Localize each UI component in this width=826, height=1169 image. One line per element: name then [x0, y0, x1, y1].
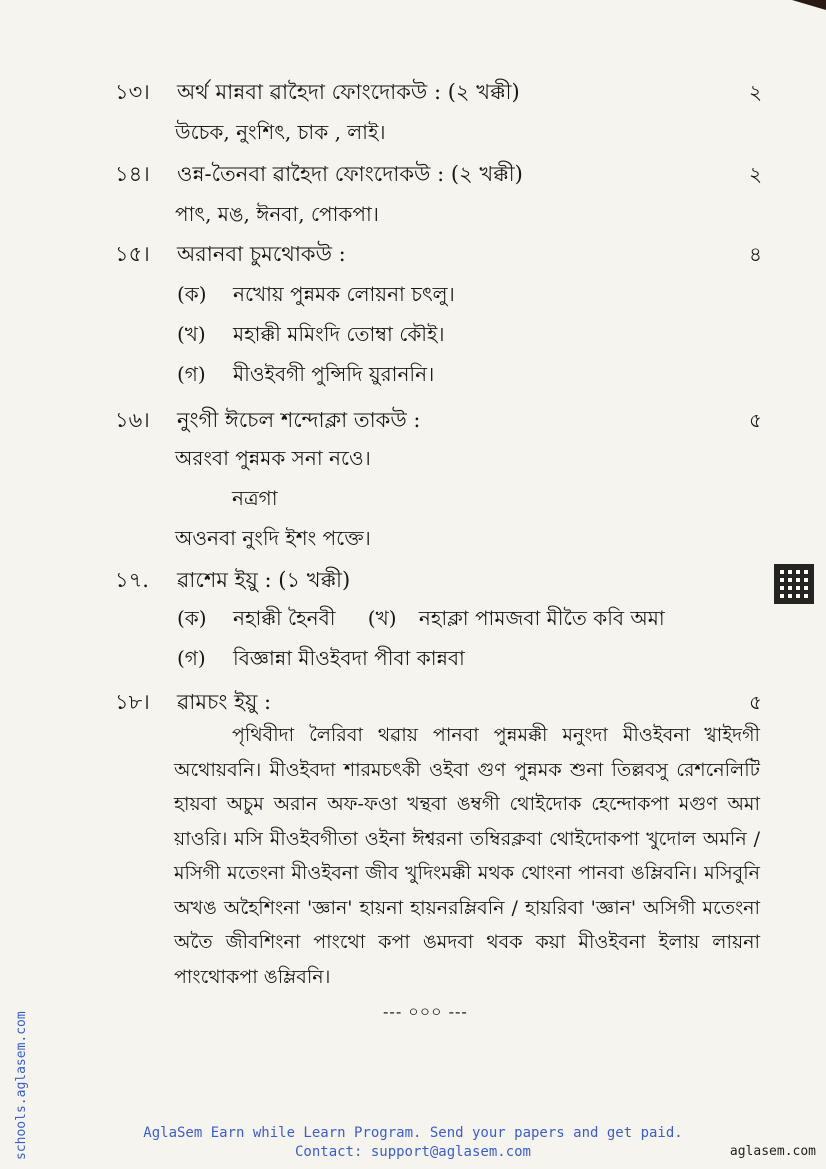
question-marks: ৫ — [749, 690, 762, 714]
site-watermark[interactable]: aglasem.com — [729, 1144, 816, 1159]
question-number: ১৩। — [115, 80, 150, 104]
sub-label: (ক) — [177, 282, 207, 306]
sub-question — [177, 280, 455, 313]
qr-code — [774, 564, 814, 604]
question-15 — [115, 238, 346, 273]
sub-text: নহাক্কী হৈনবী — [233, 606, 336, 630]
question-marks: ৫ — [749, 408, 762, 432]
sub-text: বিজ্ঞান্না মীওইবদা পীবা কান্নবা — [233, 646, 465, 670]
question-title: ওন্ন-তৈনবা ৱাহৈদা ফোংদোকউ : (২ খক্কী) — [177, 162, 523, 186]
question-18 — [115, 686, 271, 721]
question-number: ১৮। — [115, 690, 150, 714]
question-number: ১৬। — [115, 408, 150, 432]
question-marks: ২ — [748, 80, 762, 104]
question-marks: ২ — [748, 162, 762, 186]
question-title: অরানবা চুমথোকউ : — [177, 242, 346, 266]
sub-label: (গ) — [177, 646, 206, 670]
sub-text: নহাক্লা পামজবা মীতৈ কবি অমা — [418, 606, 665, 630]
question-number: ১৪। — [115, 162, 150, 186]
sub-text: মহাক্কী মমিংদি তোম্বা কৌই। — [233, 322, 445, 346]
question-14 — [115, 158, 523, 193]
sentence-1: অরংবা পুন্নমক সনা নওে। — [175, 446, 371, 470]
question-title: অর্থ মান্নবা ৱাহৈদা ফোংদোকউ : (২ খক্কী) — [177, 80, 520, 104]
question-17 — [115, 564, 350, 599]
sub-text: মীওইবগী পুন্সিদি য়ুরাননি। — [233, 362, 435, 386]
side-watermark: schools.aglasem.com — [14, 1011, 29, 1160]
question-number: ১৫। — [115, 242, 150, 266]
sub-label: (খ) — [177, 322, 206, 346]
question-number: ১৭. — [115, 568, 149, 592]
sentence-2: অওনবা নুংদি ইশং পক্তে। — [175, 526, 371, 550]
end-mark: --- ০০০ --- — [383, 1002, 468, 1021]
question-title: ৱামচং ইয়ু : — [177, 690, 272, 714]
question-title: নুংগী ঈচেল শন্দোক্লা তাকউ : — [177, 408, 421, 432]
question-16 — [115, 404, 420, 439]
or-word: নত্রগা — [232, 486, 278, 510]
sub-label: (খ) — [367, 606, 397, 630]
question-13-words: উচেক, নুংশিৎ, চাক , লাই। — [175, 120, 386, 144]
question-14-words: পাৎ, মঙ, ঈনবা, পোকপা। — [175, 202, 379, 226]
sub-label: (ক) — [177, 606, 207, 630]
sub-question — [177, 604, 665, 637]
sub-label: (গ) — [177, 362, 206, 386]
passage-text: পৃথিবীদা লৈরিবা থৱায় পানবা পুন্নমক্কী মনুংদা মীওইবনা খ্বাইদগী অথোয়বনি। মীওইবদা শারমচৎকী ওইবা গুণ পুন্নমক শুনা তিল্লবসু রেশনেলিটি হায়বা অচুম অরান অফ-ফওা খন্থবা ঙম্বগী থোইদোক হেন্দোকপা মগুণ অমা য়াওরি। মসি মীওইবগীতা ওইনা ঈশ্বরনা তম্বিরক্লবা থোইদোকপা খুদোল অমনি / মসিগী মতেংনা মীওইবনা জীব খুদিংমক্কী মথক থোংনা পানবা ঙম্লিবনি। মসিবুনি অখঙ অহৈশিংনা 'জ্ঞান' হায়না হায়নরম্লিবনি / হায়রিবা 'জ্ঞান' অসিগী মতেংনা অতৈ জীবশিংনা পাংথো কপা ঙমদবা থবক কয়া মীওইবনা ইলায় লায়না পাংথোকপা ঙম্লিবনি। — [174, 724, 760, 988]
question-13 — [115, 76, 520, 111]
footer-contact[interactable]: Contact: support@aglasem.com — [294, 1144, 531, 1160]
sub-question — [177, 360, 434, 393]
sub-question — [177, 644, 465, 677]
question-marks: ৪ — [749, 242, 762, 266]
sub-question — [177, 320, 445, 353]
question-title: ৱাশেম ইয়ু : (১ খক্কী) — [177, 568, 351, 592]
footer-line-1: AglaSem Earn while Learn Program. Send your papers and get paid. — [143, 1125, 683, 1141]
passage — [174, 718, 760, 994]
page-corner — [792, 0, 826, 10]
sub-text: নখোয় পুন্নমক লোয়না চৎলু। — [233, 282, 455, 306]
